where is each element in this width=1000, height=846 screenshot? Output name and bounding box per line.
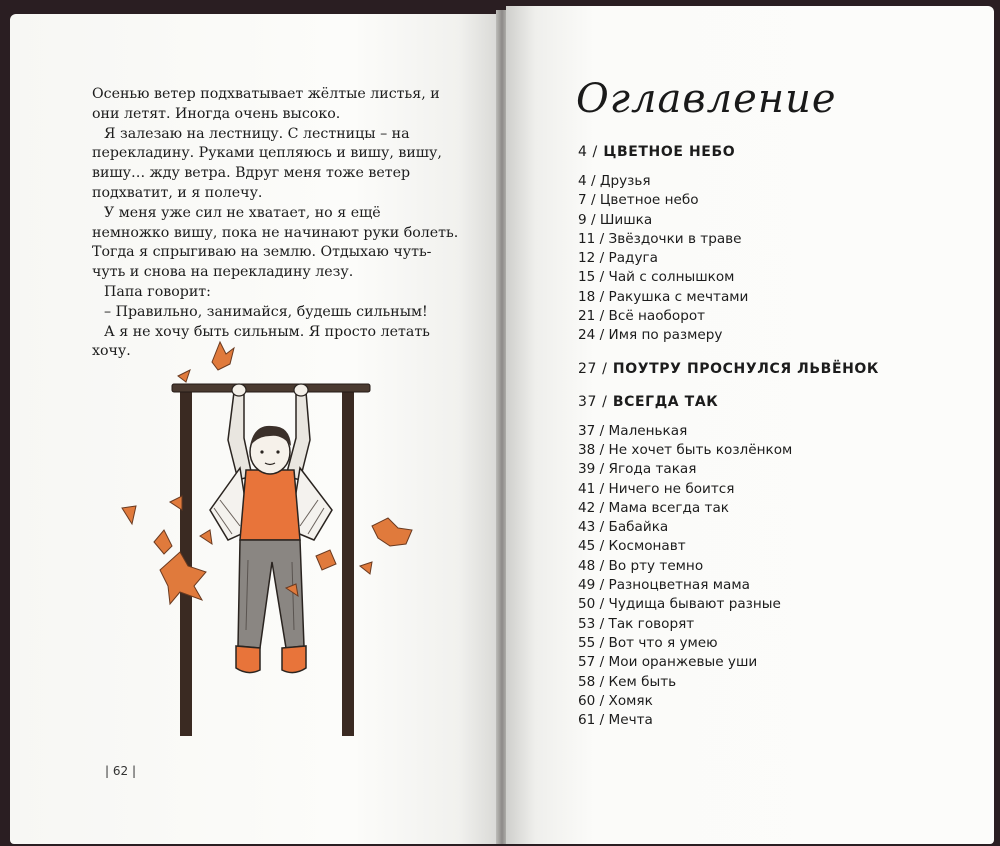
toc-item: 4 / Друзья bbox=[578, 173, 651, 189]
story-text bbox=[92, 85, 462, 362]
paragraph-1: Осенью ветер подхватывает жёлтые листья, и они летят. Иногда очень высоко. bbox=[92, 86, 440, 122]
toc-item: 39 / Ягода такая bbox=[578, 461, 697, 478]
toc-item: 48 / Во рту темно bbox=[578, 557, 704, 574]
leaf bbox=[200, 530, 212, 544]
toc-item: 37 / Маленькая bbox=[578, 422, 688, 439]
toc-section-heading: 27 / ПОУТРУ ПРОСНУЛСЯ ЛЬВЁНОК bbox=[578, 360, 879, 377]
leaf bbox=[316, 550, 336, 570]
toc-item: 24 / Имя по размеру bbox=[578, 327, 723, 344]
table-of-contents bbox=[578, 143, 978, 730]
paragraph-6: А я не хочу быть сильным. Я просто летать хочу. bbox=[92, 323, 430, 360]
toc-item: 53 / Так говорят bbox=[578, 615, 695, 632]
toc-item: 58 / Кем быть bbox=[578, 673, 677, 690]
right-hand bbox=[294, 384, 308, 396]
toc-item: 49 / Разноцветная мама bbox=[578, 577, 750, 594]
page-number: | 62 | bbox=[105, 764, 136, 778]
right-shoe bbox=[282, 646, 306, 673]
leaf bbox=[372, 518, 412, 546]
toc-item: 9 / Шишка bbox=[578, 211, 653, 228]
toc-item: 7 / Цветное небо bbox=[578, 192, 699, 209]
toc-item: 11 / Звёздочки в траве bbox=[578, 230, 742, 247]
left-shoe bbox=[236, 646, 260, 673]
toc-item: 38 / Не хочет быть козлёнком bbox=[578, 441, 793, 458]
toc-item: 41 / Ничего не боится bbox=[578, 480, 735, 497]
toc-item: 43 / Бабайка bbox=[578, 519, 669, 536]
leaf bbox=[154, 530, 172, 554]
toc-item: 60 / Хомяк bbox=[578, 692, 653, 709]
left-hand bbox=[232, 384, 246, 396]
toc-item: 21 / Всё наоборот bbox=[578, 308, 706, 325]
leaf bbox=[212, 342, 234, 370]
boy-on-bar-illustration bbox=[110, 330, 430, 740]
toc-item: 12 / Радуга bbox=[578, 250, 658, 267]
toc-title: Оглавление bbox=[576, 76, 837, 122]
leaf bbox=[170, 496, 182, 510]
paragraph-5: – Правильно, занимайся, будешь сильным! bbox=[104, 303, 428, 320]
paragraph-3: У меня уже сил не хватает, но я ещё немножко вишу, пока не начинают руки болеть. Тогда я спрыгиваю на землю. Отдыхаю чуть-чуть и снова на перекладину лезу. bbox=[92, 204, 459, 281]
toc-item: 42 / Мама всегда так bbox=[578, 499, 729, 516]
toc-item: 50 / Чудища бывают разные bbox=[578, 596, 781, 613]
leaf bbox=[122, 506, 136, 524]
right-post bbox=[342, 390, 354, 736]
horizontal-bar bbox=[172, 384, 370, 392]
right-arm bbox=[286, 392, 310, 480]
toc-item: 15 / Чай с солнышком bbox=[578, 269, 735, 286]
leaf bbox=[178, 370, 190, 382]
toc-item: 45 / Космонавт bbox=[578, 538, 686, 555]
toc-item: 61 / Мечта bbox=[578, 712, 653, 729]
leaf bbox=[360, 562, 372, 574]
toc-section-heading: 4 / ЦВЕТНОЕ НЕБО bbox=[578, 144, 736, 160]
sweater bbox=[240, 470, 300, 540]
toc-section-heading: 37 / ВСЕГДА ТАК bbox=[578, 393, 719, 410]
toc-item: 57 / Мои оранжевые уши bbox=[578, 654, 758, 671]
paragraph-4: Папа говорит: bbox=[104, 283, 211, 300]
paragraph-2: Я залезаю на лестницу. С лестницы – на перекладину. Руками цепляюсь и вишу, вишу, вишу… жду ветра. Вдруг меня тоже ветер подхватит, и я полечу. bbox=[92, 125, 442, 201]
toc-item: 55 / Вот что я умею bbox=[578, 634, 718, 651]
toc-item: 18 / Ракушка с мечтами bbox=[578, 288, 749, 305]
